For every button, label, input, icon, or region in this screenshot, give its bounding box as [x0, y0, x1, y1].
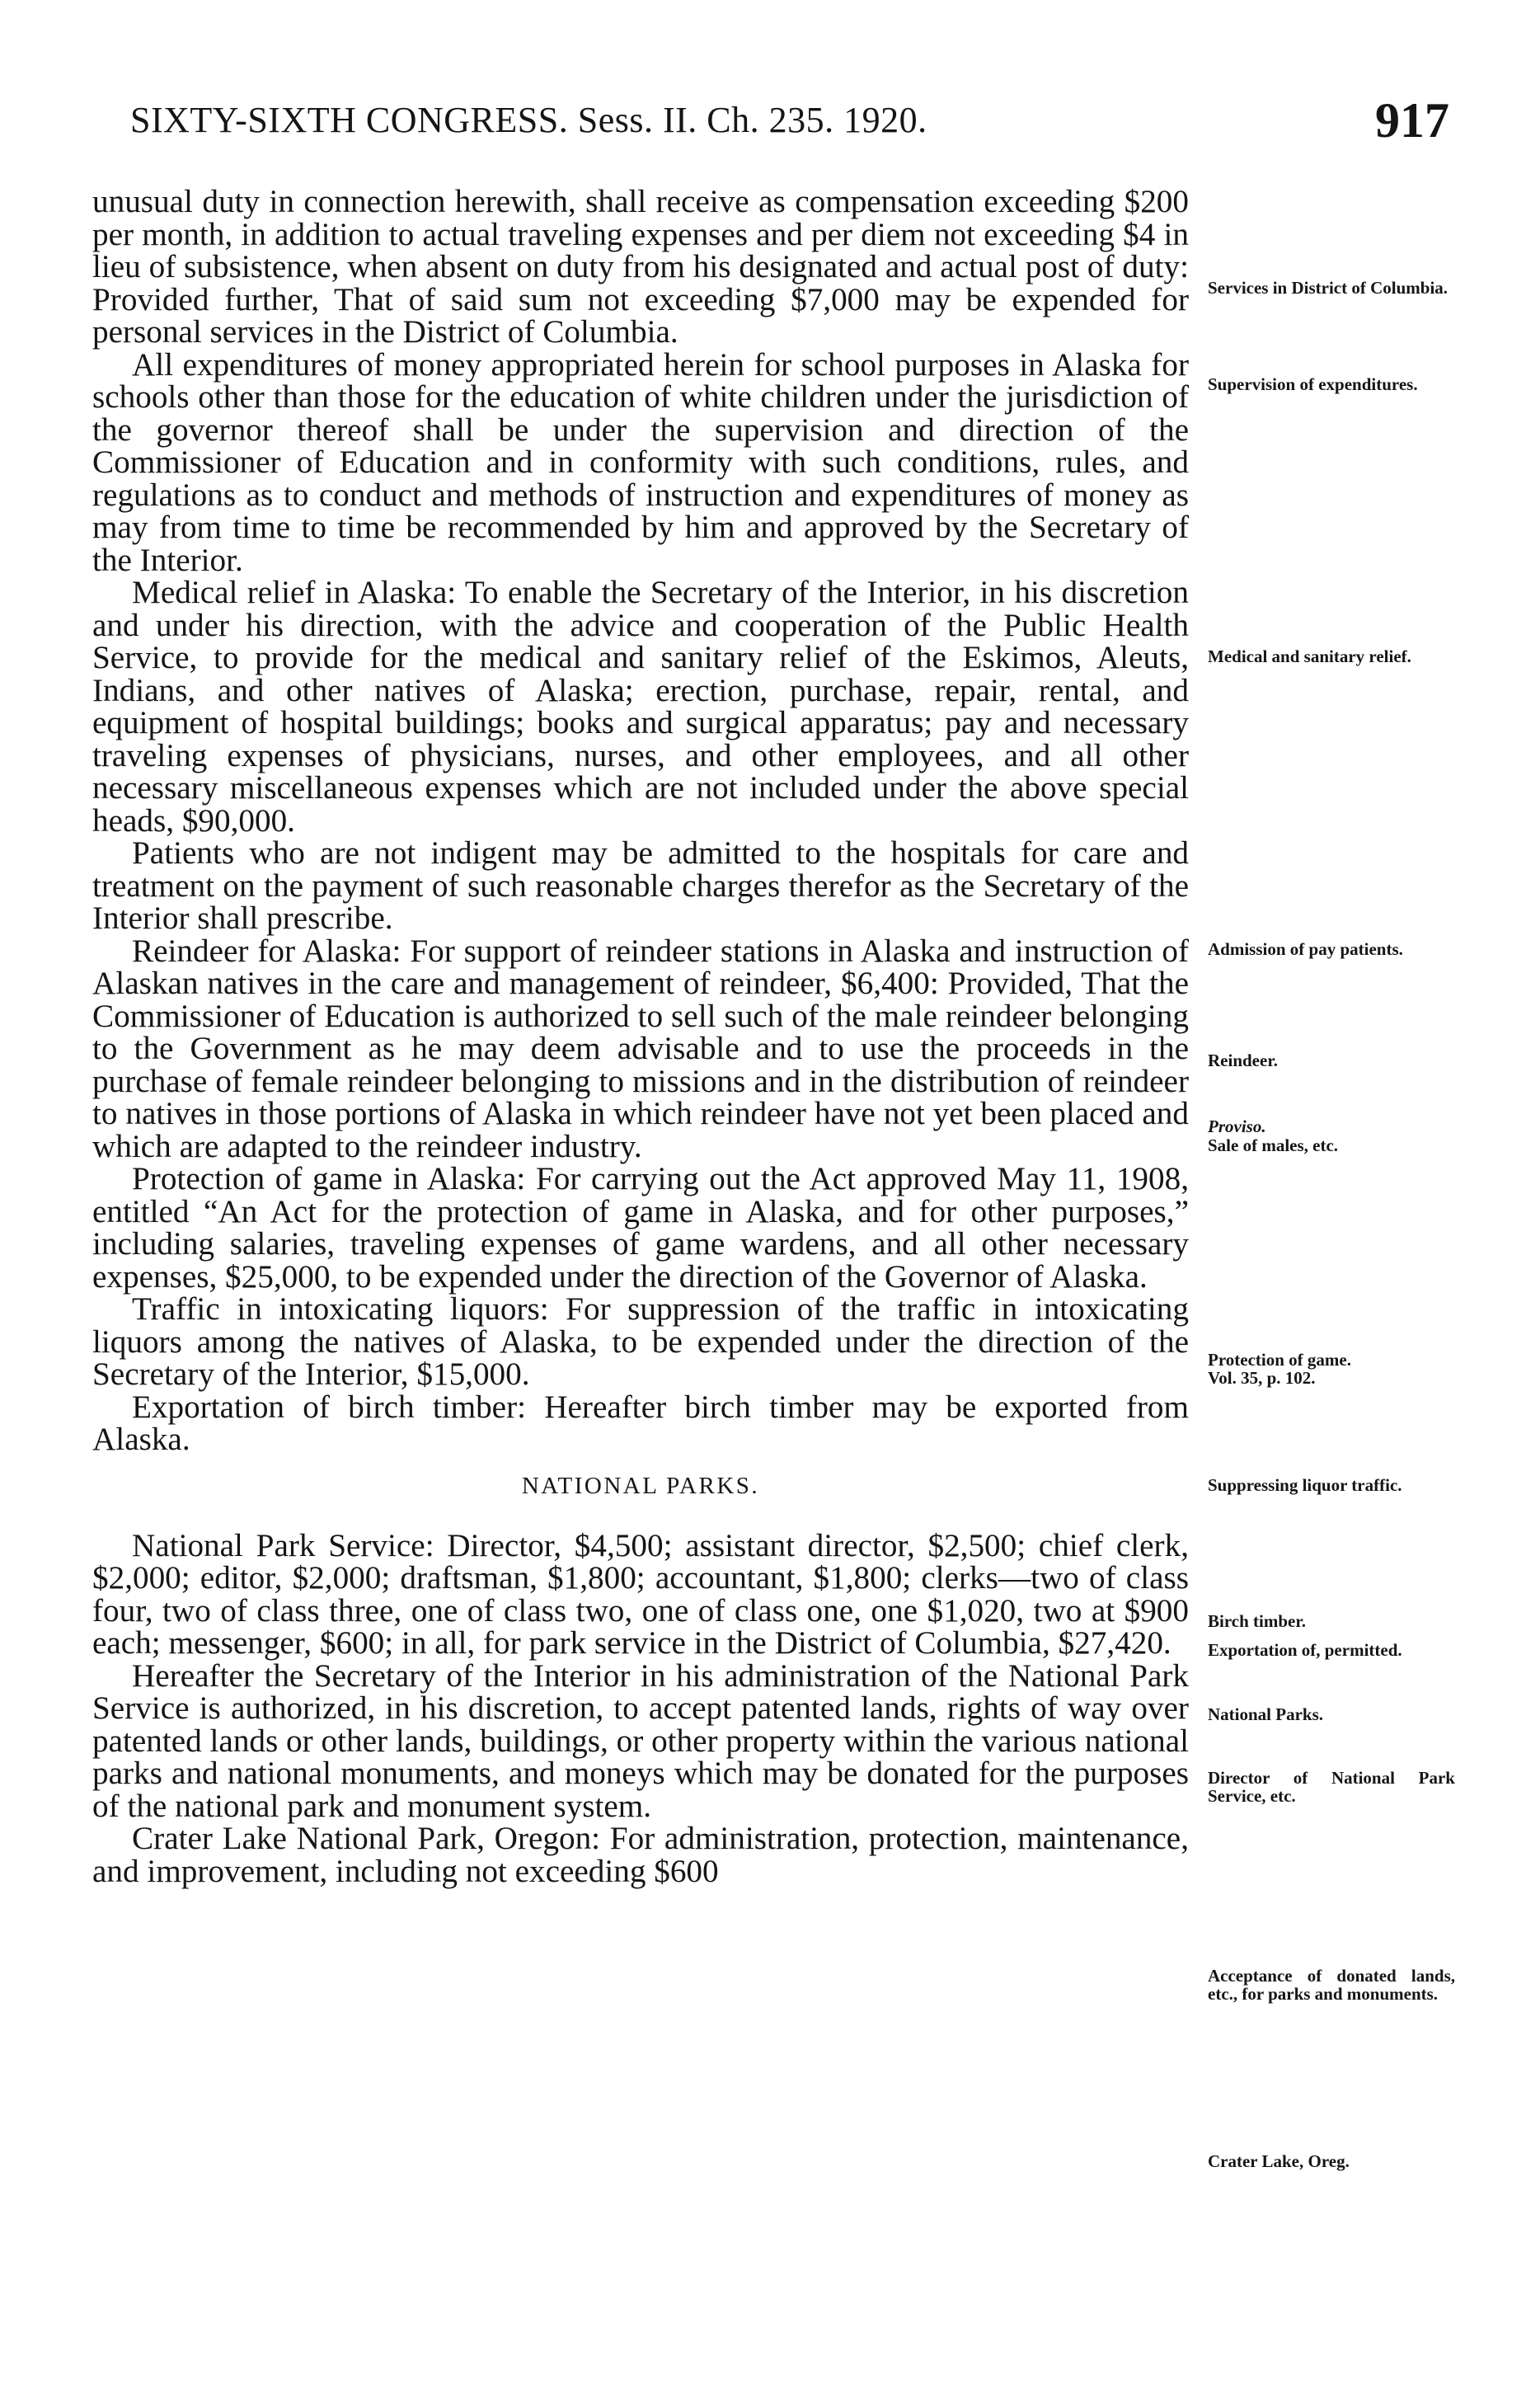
page-number: 917 [1375, 93, 1449, 148]
paragraph-intoxicating-liquors: Traffic in intoxicating liquors: For suppression of the traffic in intoxicating liquors among the natives of Alaska, to be expended under the direction of the Secretary of the Interior, $15,000. [92, 1291, 1189, 1392]
paragraph-crater-lake: Crater Lake National Park, Oregon: For administration, protection, maintenance, and improvement, including not exceeding $600 [92, 1821, 1189, 1889]
margin-note: Admission of pay patients. [1208, 939, 1403, 959]
margin-note: Vol. 35, p. 102. [1208, 1368, 1316, 1388]
margin-note: Medical and sanitary relief. [1208, 646, 1411, 666]
margin-note: Acceptance of donated lands, etc., for parks and monuments. [1208, 1966, 1455, 2004]
paragraph-pay-patients: Patients who are not indigent may be admitted to the hospitals for care and treatment on the payment of such reasonable charges therefor as the Secretary of the Interior shall prescribe. [92, 835, 1189, 936]
section-heading-national-parks: NATIONAL PARKS. [521, 1472, 760, 1499]
paragraph-birch-timber: Exportation of birch timber: Hereafter birch timber may be exported from Alaska. [92, 1389, 1189, 1457]
margin-note: Sale of males, etc. [1208, 1135, 1339, 1155]
margin-note: Protection of game. [1208, 1350, 1351, 1370]
proviso-label: Proviso. [1208, 1116, 1266, 1136]
margin-note: Reindeer. [1208, 1051, 1278, 1070]
page-header [97, 92, 1449, 167]
running-head: SIXTY-SIXTH CONGRESS. Sess. II. Ch. 235. 1920. [130, 100, 927, 140]
paragraph-medical-relief: Medical relief in Alaska: To enable the Secretary of the Interior, in his discretion and under his direction, with the advice and cooperation of the Public Health Service, to provide for the medical and sanitary relief of the Eskimos, Aleuts, Indians, and other natives of Alaska; erection, purchase, repair, rental, and equipment of hospital buildings; books and surgical apparatus; pay and necessary traveling expenses of physicians, nurses, and other employees, and all other necessary miscellaneous expenses which are not included under the above special heads, $90,000. [92, 575, 1189, 839]
paragraph-services-dc: unusual duty in connection herewith, shall receive as compensation exceeding $200 per month, in addition to actual traveling expenses and per diem not exceeding $4 in lieu of subsistence, when absent on duty from his designated and actual post of duty: Provided further, That of said sum not exceeding $7,000 may be expended for personal services in the District of Columbia. [92, 184, 1189, 350]
paragraph-acceptance-of-lands: Hereafter the Secretary of the Interior in his administration of the National Park Service is authorized, in his discretion, to accept patented lands, rights of way over patented lands or other lands, buildings, or other property within the various national parks and national monuments, and moneys which may be donated for the purposes of the national park and monument system. [92, 1657, 1189, 1824]
margin-note: National Parks. [1208, 1704, 1324, 1724]
margin-note: Exportation of, permitted. [1208, 1640, 1402, 1660]
margin-note: Director of National Park Service, etc. [1208, 1768, 1455, 1806]
margin-note [1208, 1117, 1455, 1135]
margin-note: Birch timber. [1208, 1611, 1306, 1631]
paragraph-reindeer: Reindeer for Alaska: For support of reindeer stations in Alaska and instruction of Alaskan natives in the care and management of reindeer, $6,400: Provided, That the Commissioner of Education is authorized to sell such of the male reindeer belonging to the Government as he may deem advisable and to use the proceeds in the purchase of female reindeer belonging to missions and in the distribution of reindeer to natives in those portions of Alaska in which reindeer have not yet been placed and which are adapted to the reindeer industry. [92, 933, 1189, 1164]
margin-note: Services in District of Columbia. [1208, 278, 1448, 298]
margin-note: Supervision of expenditures. [1208, 374, 1418, 394]
paragraph-national-park-service: National Park Service: Director, $4,500; assistant director, $2,500; chief clerk, $2,000; editor, $2,000; draftsman, $1,800; accountant, $1,800; clerks—two of class four, two of class three, one of class two, one of class one, one $1,020, two at $900 each; messenger, $600; in all, for park service in the District of Columbia, $27,420. [92, 1527, 1189, 1661]
margin-note: Suppressing liquor traffic. [1208, 1475, 1402, 1495]
margin-note: Crater Lake, Oreg. [1208, 2151, 1350, 2171]
paragraph-school-expenditures: All expenditures of money appropriated herein for school purposes in Alaska for schools other than those for the education of white children under the jurisdiction of the governor thereof shall be under the supervision and direction of the Commissioner of Education and in conformity with such conditions, rules, and regulations as to conduct and methods of instruction and expenditures of money as may from time to time be recommended by him and approved by the Secretary of the Interior. [92, 346, 1189, 578]
body-text [92, 186, 1189, 1887]
paragraph-protection-of-game: Protection of game in Alaska: For carrying out the Act approved May 11, 1908, entitled “An Act for the protection of game in Alaska, and for other purposes,” including salaries, traveling expenses of game wardens, and all other necessary expenses, $25,000, to be expended under the direction of the Governor of Alaska. [92, 1161, 1189, 1295]
